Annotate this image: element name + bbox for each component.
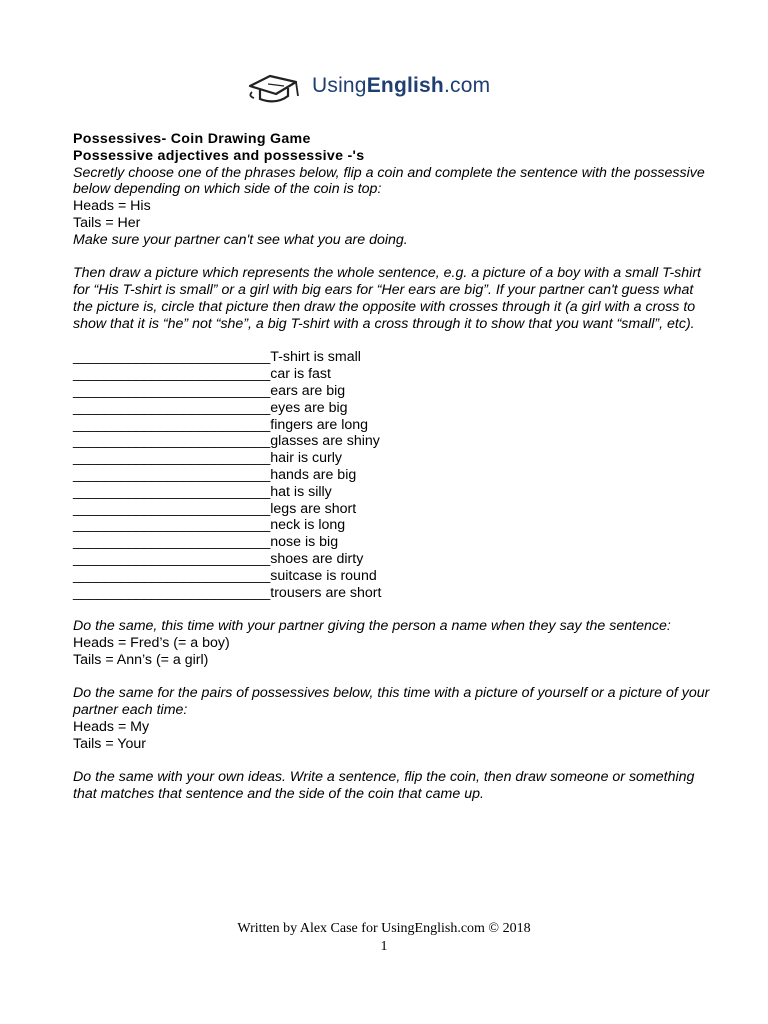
footer-credit: Written by Alex Case for UsingEnglish.com © 2018 — [237, 921, 531, 936]
answer-blank: _________________________ — [73, 366, 271, 383]
page-number: 1 — [380, 939, 388, 954]
intro-note: Make sure your partner can't see what you are doing. — [73, 231, 408, 248]
phrase-text: trousers are short — [270, 584, 382, 601]
phrase-text: hair is curly — [270, 450, 343, 467]
phrase-text: fingers are long — [270, 416, 369, 433]
phrase-text: glasses are shiny — [270, 433, 380, 450]
answer-blank: _________________________ — [73, 382, 271, 399]
phrase-text: eyes are big — [270, 399, 348, 416]
answer-blank: _________________________ — [73, 433, 271, 450]
answer-blank: _________________________ — [73, 517, 271, 534]
section2-heads: Heads = Fred’s (= a boy) — [73, 634, 230, 651]
intro-tails: Tails = Her — [73, 214, 141, 231]
phrase-row — [73, 467, 713, 484]
section2-instruction: Do the same, this time with your partner giving the person a name when they say the sentence: — [73, 618, 671, 635]
answer-blank: _________________________ — [73, 500, 271, 517]
intro-instruction: Secretly choose one of the phrases below, flip a coin and complete the sentence with the possessive below depending on which side of the coin is top: — [73, 164, 705, 198]
phrase-text: hands are big — [270, 466, 357, 483]
phrase-text: hat is silly — [270, 483, 332, 500]
answer-blank: _________________________ — [73, 466, 271, 483]
logo-wordmark: UsingEnglish.com — [312, 74, 491, 97]
answer-blank: _________________________ — [73, 399, 271, 416]
answer-blank: _________________________ — [73, 349, 271, 366]
section3-heads: Heads = My — [73, 718, 150, 735]
phrase-text: nose is big — [270, 534, 339, 551]
phrase-row — [73, 450, 713, 467]
phrase-row — [73, 383, 713, 400]
phrase-row — [73, 400, 713, 417]
answer-blank: _________________________ — [73, 450, 271, 467]
intro-heads: Heads = His — [73, 198, 151, 215]
section3-tails: Tails = Your — [73, 735, 146, 752]
phrase-text: neck is long — [270, 517, 346, 534]
phrase-row — [73, 417, 713, 434]
drawing-instruction: Then draw a picture which represents the whole sentence, e.g. a picture of a boy with a small T-shirt for “His T-shirt is small” or a girl with big ears for “Her ears are big”. If your partner can't guess what the picture is, circle that picture then draw the opposite with crosses through it (a girl with a cross to show that it is “he” not “she”, a big T-shirt with a cross through it to show that you want “small”, etc). — [73, 265, 701, 332]
phrase-row — [73, 517, 713, 534]
phrase-row — [73, 501, 713, 518]
phrase-list — [73, 349, 713, 601]
section4-instruction: Do the same with your own ideas. Write a sentence, flip the coin, then draw someone or something that matches that sentence and the side of the coin that came up. — [73, 769, 695, 803]
phrase-text: ears are big — [270, 382, 346, 399]
section3-instruction: Do the same for the pairs of possessives below, this time with a picture of yourself or a picture of your partner each time: — [73, 685, 710, 719]
worksheet-body — [73, 131, 713, 803]
phrase-text: shoes are dirty — [270, 550, 364, 567]
answer-blank: _________________________ — [73, 534, 271, 551]
phrase-row — [73, 551, 713, 568]
phrase-row — [73, 349, 713, 366]
phrase-text: suitcase is round — [270, 567, 377, 584]
section2-tails: Tails = Ann’s (= a girl) — [73, 651, 209, 668]
phrase-row — [73, 484, 713, 501]
answer-blank: _________________________ — [73, 416, 271, 433]
worksheet-subtitle: Possessive adjectives and possessive -'s — [73, 147, 365, 164]
phrase-row — [73, 534, 713, 551]
phrase-row — [73, 568, 713, 585]
answer-blank: _________________________ — [73, 584, 271, 601]
answer-blank: _________________________ — [73, 483, 271, 500]
phrase-text: legs are short — [270, 500, 357, 517]
phrase-row — [73, 433, 713, 450]
phrase-row — [73, 366, 713, 383]
phrase-text: T-shirt is small — [270, 349, 361, 366]
answer-blank: _________________________ — [73, 550, 271, 567]
worksheet-title: Possessives- Coin Drawing Game — [73, 131, 311, 147]
phrase-row — [73, 585, 713, 602]
graduation-cap-icon — [246, 72, 306, 104]
site-logo — [246, 68, 536, 108]
phrase-text: car is fast — [270, 366, 331, 383]
answer-blank: _________________________ — [73, 567, 271, 584]
